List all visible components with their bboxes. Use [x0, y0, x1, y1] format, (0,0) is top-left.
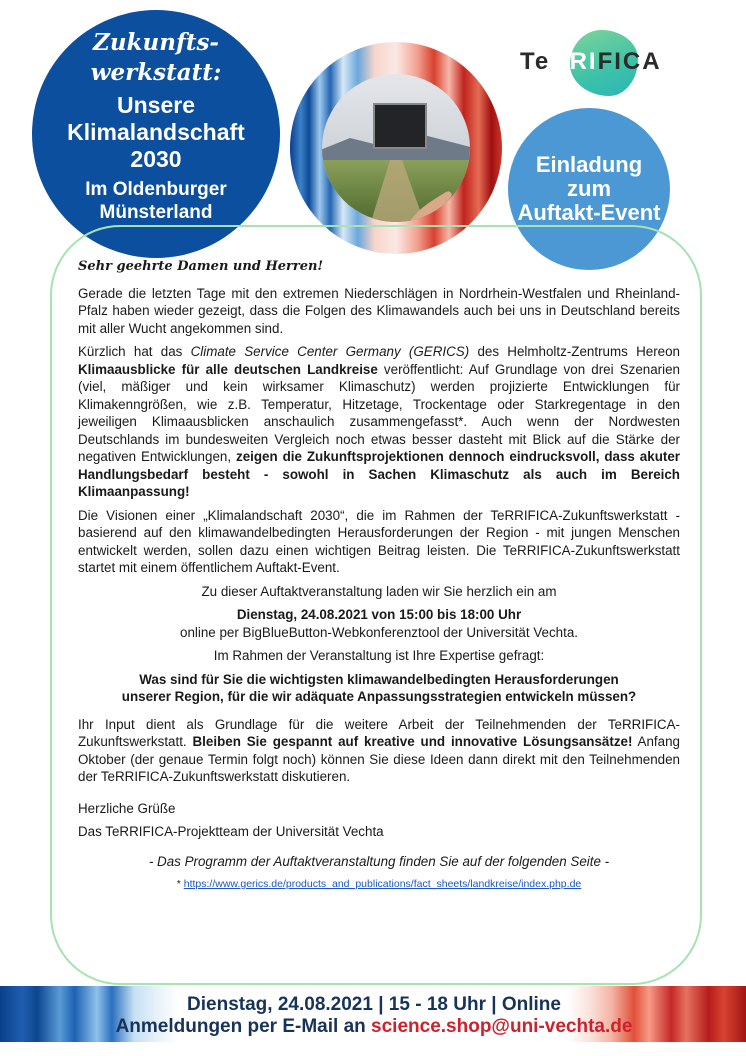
workshop-label-line-1: Zukunfts-: [93, 29, 219, 56]
key-question-line-1: Was sind für Sie die wichtigsten klimawandelbedingten Herausforderungen: [139, 671, 619, 687]
logo-text-fica: FICA: [597, 48, 662, 75]
signature: Das TeRRIFICA-Projektteam der Universität Vechta: [78, 824, 384, 839]
gerics-link[interactable]: https://www.gerics.de/products_and_publications/fact_sheets/landkreise/index.php.de: [183, 878, 582, 890]
p2-bold-outlook: Klimaausblicke für alle deutschen Landkreise: [78, 361, 378, 377]
invitation-label: [514, 153, 664, 225]
p4-bold-teaser: Bleiben Sie gespannt auf kreative und innovative Lösungsansätze!: [192, 734, 633, 749]
event-title-circle: [32, 10, 280, 258]
logo-text-rri: RRI: [550, 48, 598, 75]
p2-text-a: Kürzlich hat das: [78, 344, 191, 359]
paragraph-visions: Die Visionen einer „Klimalandschaft 2030“, die im Rahmen der TeRRIFICA-Zukunftswerkstatt - basierend auf den klimawandelbedingten Herausforderungen der Region - mit jungen Menschen entwickelt werden, sollen dazu einen wichtigen Beitrag leisten. Die TeRRIFICA-Zukunftswerkstatt startet mit einem öffentlichem Auftakt-Event.: [78, 507, 680, 575]
event-date-bold: Dienstag, 24.08.2021 von 15:00 bis 18:00 Uhr: [236, 607, 522, 622]
event-region-line-2: Münsterland: [99, 202, 213, 223]
registration-banner: [0, 986, 746, 1042]
banner-date-line: Dienstag, 24.08.2021 | 15 - 18 Uhr | Online: [187, 994, 561, 1015]
event-title-line-2: Klimalandschaft: [67, 119, 245, 145]
footnote-star: *: [176, 878, 184, 890]
event-region: [32, 178, 280, 224]
banner-registration-line: [84, 1016, 664, 1038]
p2-gerics-name: Climate Service Center Germany (GERICS): [190, 344, 470, 359]
banner-registration-prefix: Anmeldungen per E-Mail an: [115, 1016, 372, 1037]
footnote: [78, 876, 680, 894]
paragraph-gerics: [78, 343, 680, 501]
event-title: [32, 92, 280, 173]
logo-text-te: Te: [520, 48, 551, 75]
p2-bold-conclusion: zeigen die Zukunftsprojektionen dennoch eindrucksvoll, dass akuter Handlungsbedarf besteht - sowohl in Sachen Klimaschutz als auch im Bereich Klimaanpassung!: [78, 449, 680, 499]
workshop-label: [32, 28, 280, 88]
expertise-line: Im Rahmen der Veranstaltung ist Ihre Expertise gefragt:: [213, 648, 545, 663]
registration-email-link[interactable]: science.shop@uni-vechta.de: [371, 1016, 633, 1037]
p2-text-c: des Helmholtz-Zentrums Hereon: [469, 344, 681, 359]
event-region-line-1: Im Oldenburger: [85, 179, 227, 200]
p4-text-c: Anfang Oktober (der genaue Termin folgt noch) können Sie diese Ideen dann direkt mit den Teilnehmenden der TeRRIFICA-Zukunftswerkstatt diskutieren.: [78, 734, 680, 784]
climate-photo-illustration: [290, 42, 502, 254]
terrifica-logo: [520, 30, 720, 100]
letter-body: [78, 258, 680, 900]
workshop-label-line-2: werkstatt:: [90, 59, 222, 86]
p4-text-a: Ihr Input dient als Grundlage für die weitere Arbeit der Teilnehmenden der TeRRIFICA-Zukunftswerkstatt.: [78, 716, 680, 749]
event-title-line-3: 2030: [130, 146, 182, 172]
event-title-line-1: Unsere: [117, 92, 195, 118]
invitation-line-2: zum: [567, 176, 611, 201]
p2-text-e: veröffentlicht: Auf Grundlage von drei Szenarien (viel, mäßiger und kein wirksamer Klimaschutz) werden projizierte Entwicklungen für Klimakenngrößen, wie z.B. Temperatur, Hitzetage, Trockentage oder Starkregentage in den jeweiligen Klimaausblicken anschaulich zusammengefasst*. Auch wenn der Nordwesten Deutschlands im bundesweiten Vergleich noch etwas besser dasteht mit Blick auf die Stärke der negativen Entwicklungen,: [78, 361, 680, 464]
key-question: [78, 671, 680, 706]
closing: Herzliche Grüße: [78, 800, 176, 816]
key-question-line-2: unserer Region, für die wir adäquate Anpassungsstrategien entwickeln müssen?: [121, 689, 637, 704]
paragraph-intro: Gerade die letzten Tage mit den extremen Niederschlägen in Nordrhein-Westfalen und Rheinland-Pfalz haben wieder gezeigt, dass die Folgen des Klimawandels auch bei uns in Deutschland bereits mit aller Wucht angekommen sind.: [78, 285, 680, 336]
greeting: Sehr geehrte Damen und Herren!: [78, 259, 324, 274]
banner-text: [84, 994, 664, 1038]
paragraph-input: [78, 716, 680, 786]
event-date: [78, 606, 680, 624]
invitation-line-1: Einladung: [535, 152, 643, 177]
logo-wordmark: [520, 48, 662, 76]
invitation-line-3: Auftakt-Event: [517, 200, 661, 225]
event-online: online per BigBlueButton-Webkonferenztool der Universität Vechta.: [180, 624, 578, 640]
program-note: - Das Programm der Auftaktveranstaltung finden Sie auf der folgenden Seite -: [148, 853, 610, 869]
invite-line: Zu dieser Auftaktveranstaltung laden wir Sie herzlich ein am: [201, 583, 557, 599]
climate-stripes-photo: [290, 42, 502, 254]
